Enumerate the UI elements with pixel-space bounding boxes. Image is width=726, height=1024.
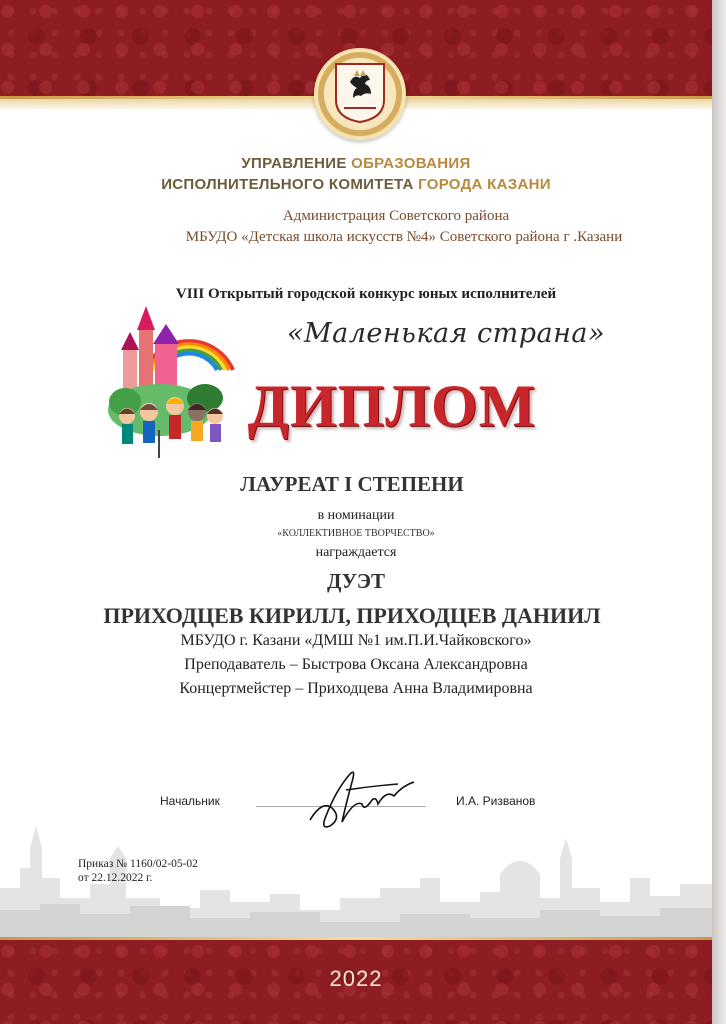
contest-title: VIII Открытый городской конкурс юных исполнителей: [175, 286, 557, 302]
footer-year: 2022: [329, 966, 383, 991]
nomination-name: «КОЛЛЕКТИВНОЕ ТВОРЧЕСТВО»: [277, 528, 435, 539]
order-date: от 22.12.2022 г.: [78, 872, 153, 884]
page-edge-shadow: [712, 0, 726, 1024]
accompanist-name: Концертмейстер – Приходцева Анна Владимировна: [179, 680, 533, 697]
diploma-heading: ДИПЛОМ: [247, 373, 537, 439]
nomination-intro: в номинации: [317, 508, 395, 523]
signatory-position: Начальник: [160, 794, 220, 808]
ensemble-type: ДУЭТ: [326, 569, 386, 593]
department-title-line1: УПРАВЛЕНИЕ ОБРАЗОВАНИЯ: [241, 155, 471, 172]
administration-line1: Администрация Советского района: [282, 208, 510, 224]
handwritten-signature: [302, 760, 422, 836]
award-title: ЛАУРЕАТ I СТЕПЕНИ: [240, 472, 464, 496]
recipient-names: ПРИХОДЦЕВ КИРИЛЛ, ПРИХОДЦЕВ ДАНИИЛ: [103, 603, 601, 628]
school-name: МБУДО г. Казани «ДМШ №1 им.П.И.Чайковского»: [180, 632, 532, 649]
signatory-name: И.А. Ризванов: [456, 794, 536, 808]
awarded-intro: награждается: [315, 545, 397, 560]
order-number: Приказ № 1160/02-05-02: [78, 858, 198, 870]
kazan-coat-of-arms-icon: [334, 62, 386, 124]
teacher-name: Преподаватель – Быстрова Оксана Александровна: [184, 656, 528, 673]
administration-line2: МБУДО «Детская школа искусств №4» Советского района г .Казани: [185, 229, 623, 245]
contest-name: «Маленькая страна»: [286, 318, 606, 349]
department-title-line2: ИСПОЛНИТЕЛЬНОГО КОМИТЕТА ГОРОДА КАЗАНИ: [161, 176, 551, 193]
